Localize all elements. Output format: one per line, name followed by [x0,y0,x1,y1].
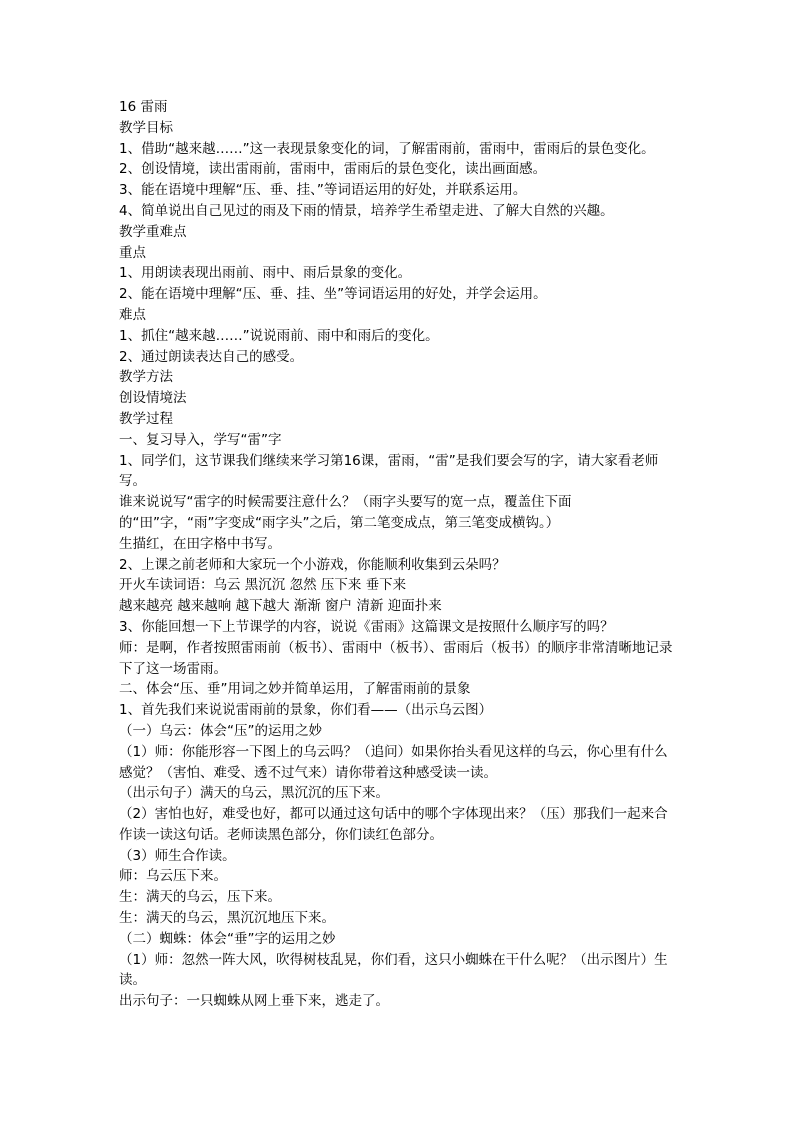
text-line: 生描红，在田字格中书写。 [119,535,281,552]
text-line: 越来越亮 越来越响 越下越大 渐渐 窗户 清新 迎面扑来 [119,598,442,615]
text-line: （1）师：忽然一阵大风，吹得树枝乱晃，你们看，这只小蜘蛛在干什么呢？（出示图片）生读。 [119,951,668,989]
text-line: 重点 [119,244,146,261]
text-line: 2、通过朗读表达自己的感受。 [119,348,304,365]
text-line: 谁来说说写“雷字的时候需要注意什么？（雨字头要写的宽一点，覆盖住下面的“田”字，“雨”字变成“雨字头”之后，第二笔变成点，第三笔变成横钩。） [119,494,572,531]
text-line: 生：满天的乌云，黑沉沉地压下来。 [119,910,335,927]
text-line: 2、创设情境，读出雷雨前，雷雨中，雷雨后的景色变化，读出画面感。 [119,161,547,178]
document-page [119,97,679,1012]
text-line: 开火车读词语：乌云 黑沉沉 忽然 压下来 垂下来 [119,577,407,594]
text-line: 3、你能回想一下上节课学的内容，说说《雷雨》这篇课文是按照什么顺序写的吗？ [119,618,614,635]
text-line: 教学方法 [119,369,173,386]
text-line: 难点 [119,306,146,323]
text-line: 3、能在语境中理解“压、垂、挂、”等词语运用的好处，并联系运用。 [119,182,527,199]
text-line: 二、体会“压、垂”用词之妙并简单运用，了解雷雨前的景象 [119,681,471,698]
text-line: 4、简单说出自己见过的雨及下雨的情景，培养学生希望走进、了解大自然的兴趣。 [119,202,614,219]
text-line: （2）害怕也好，难受也好，都可以通过这句话中的哪个字体现出来？（压）那我们一起来合作读一读这句话。老师读黑色部分，你们读红色部分。 [119,806,668,843]
text-line: （二）蜘蛛：体会“垂”字的运用之妙 [119,930,336,947]
text-line: （1）师：你能形容一下图上的乌云吗？（追问）如果你抬头看见这样的乌云，你心里有什么感觉？（害怕、难受、透不过气来）请你带着这种感受读一读。 [119,743,668,781]
text-line: （3）师生合作读。 [119,847,236,864]
text-line: （出示句子）满天的乌云，黑沉沉的压下来。 [119,785,389,802]
text-line: 师：乌云压下来。 [119,868,227,885]
text-line: 1、借助“越来越……”这一表现景象变化的词，了解雷雨前，雷雨中，雷雨后的景色变化。 [119,140,655,157]
text-line: 教学重难点 [119,223,187,240]
text-line: 2、上课之前老师和大家玩一个小游戏，你能顺利收集到云朵吗？ [119,556,506,573]
text-line: （一）乌云：体会“压”的运用之妙 [119,722,322,739]
text-line: 教学目标 [119,119,173,136]
text-line: 1、抓住“越来越……”说说雨前、雨中和雨后的变化。 [119,327,439,344]
text-line: 出示句子：一只蜘蛛从网上垂下来，逃走了。 [119,993,389,1010]
text-line: 师：是啊，作者按照雷雨前（板书）、雷雨中（板书）、雷雨后（板书）的顺序非常清晰地记录下了这一场雷雨。 [119,639,673,677]
text-line: 1、用朗读表现出雨前、雨中、雨后景象的变化。 [119,265,412,282]
text-line: 教学过程 [119,410,173,427]
text-line: 一、复习导入，学写“雷”字 [119,431,282,448]
text-line: 创设情境法 [119,390,187,407]
text-line: 16 雷雨 [119,99,168,115]
text-line: 1、同学们，这节课我们继续来学习第16课，雷雨，“雷”是我们要会写的字，请大家看老师写。 [119,452,659,490]
text-line: 1、首先我们来说说雷雨前的景象，你们看——（出示乌云图） [119,702,493,719]
text-line: 2、能在语境中理解“压、垂、挂、坐”等词语运用的好处，并学会运用。 [119,286,547,303]
text-line: 生：满天的乌云，压下来。 [119,889,281,906]
